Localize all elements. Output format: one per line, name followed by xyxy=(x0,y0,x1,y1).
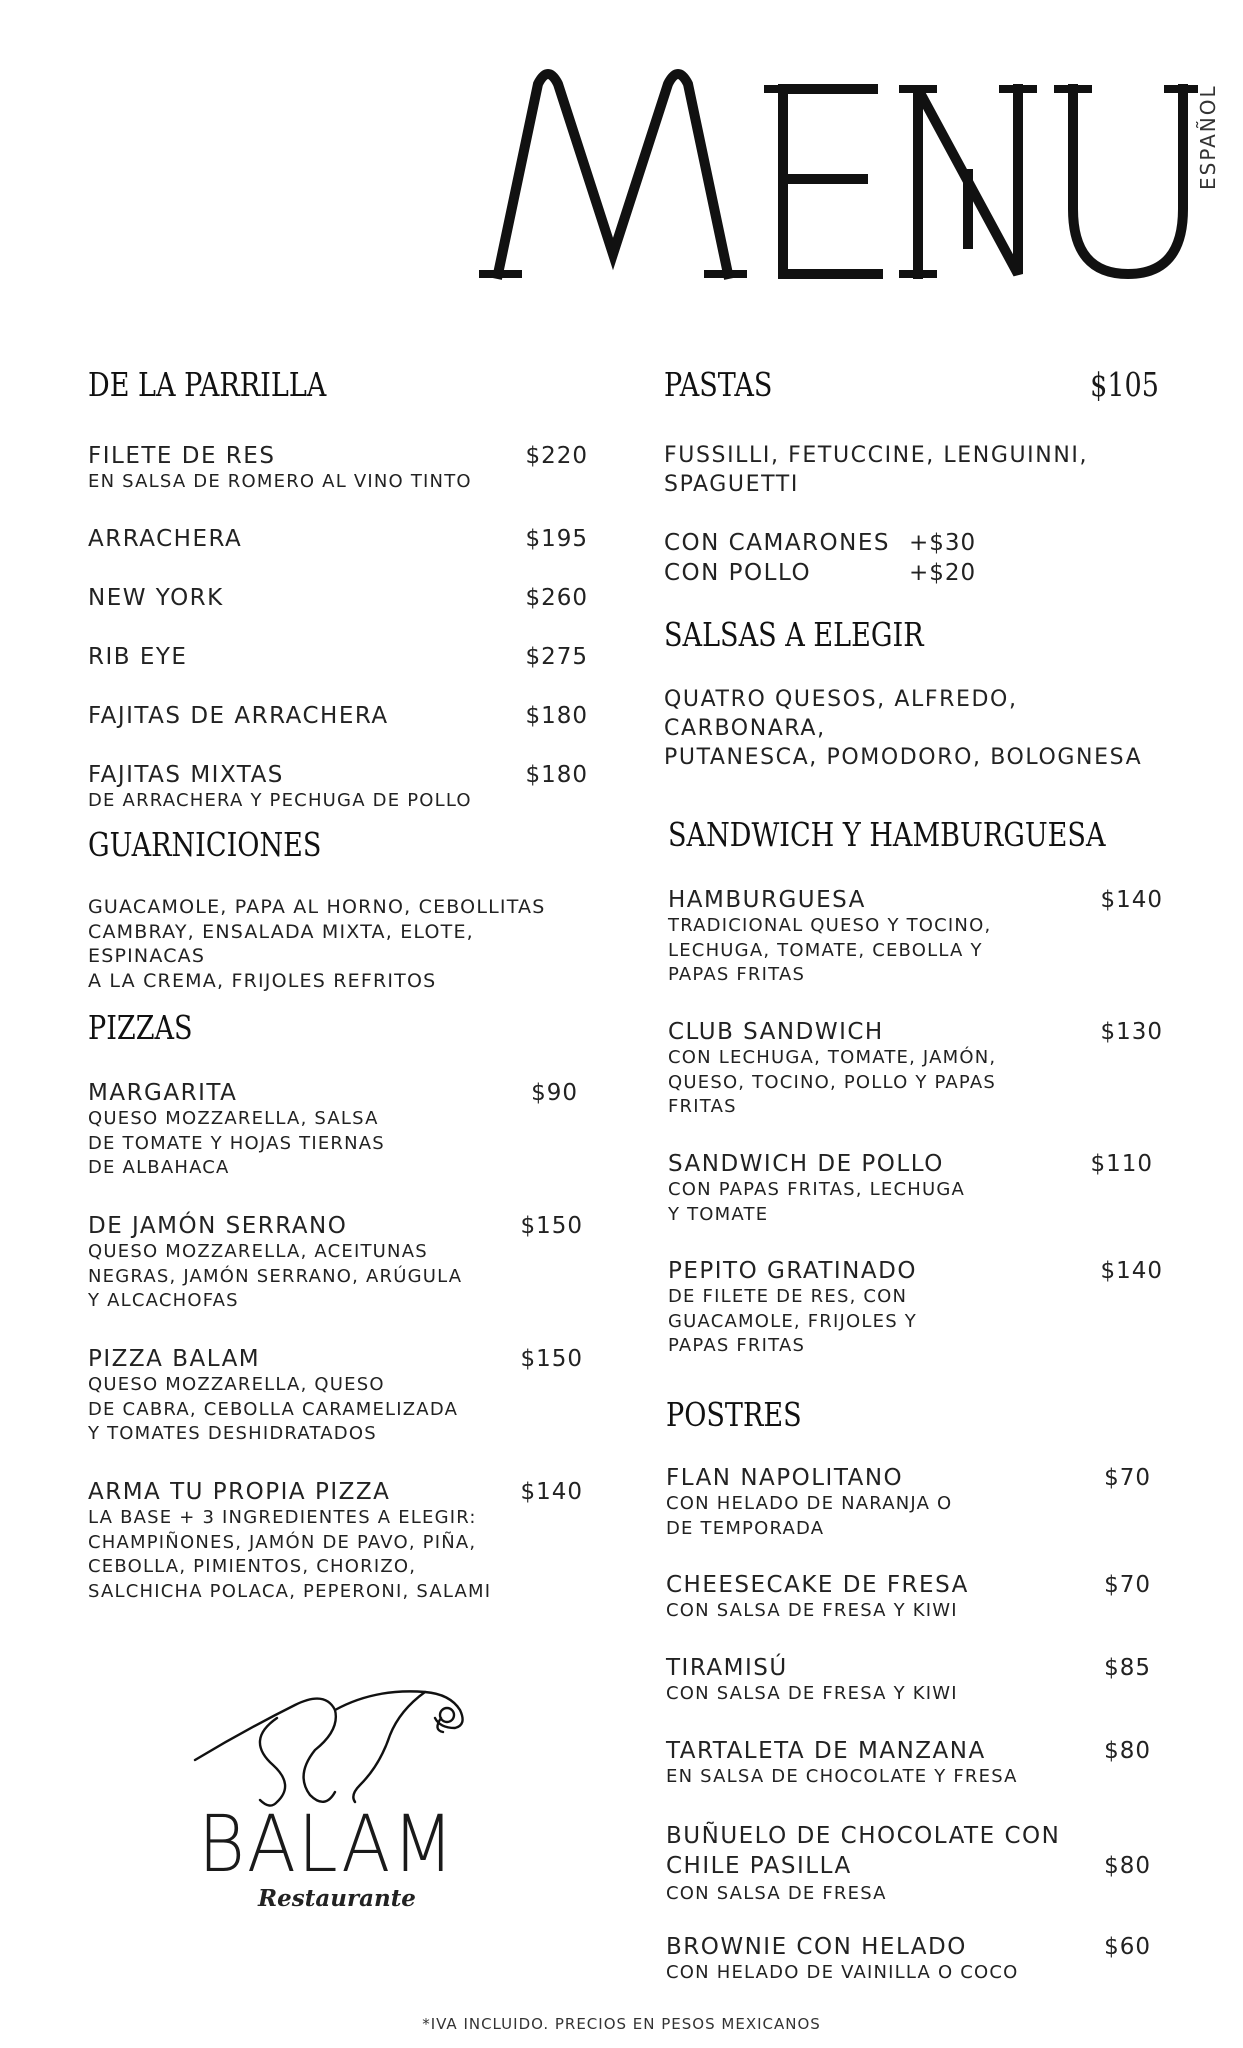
menu-item xyxy=(88,1080,588,1181)
section-guarniciones xyxy=(88,825,588,864)
section-title: PASTAS xyxy=(664,365,773,404)
section-title: SALSAS A ELEGIR xyxy=(664,615,924,654)
section-pastas xyxy=(664,365,1159,404)
item-name: TIRAMISÚ xyxy=(666,1655,788,1681)
item-price: $80 xyxy=(1104,1853,1151,1879)
menu-item xyxy=(666,1655,1151,1707)
menu-title-graphic xyxy=(478,34,1198,304)
guarniciones-list: GUACAMOLE, PAPA AL HORNO, CEBOLLITAS CAMBRAY, ENSALADA MIXTA, ELOTE, ESPINACAS A LA CREMA, FRIJOLES REFRITOS xyxy=(88,896,546,992)
item-price: $130 xyxy=(1100,1019,1163,1045)
item-name: PIZZA BALAM xyxy=(88,1346,261,1372)
item-price: $70 xyxy=(1104,1465,1151,1491)
section-title: GUARNICIONES xyxy=(88,825,322,864)
item-description: QUESO MOZZARELLA, ACEITUNAS NEGRAS, JAMÓN SERRANO, ARÚGULA Y ALCACHOFAS xyxy=(88,1241,463,1311)
item-price: $140 xyxy=(1100,1258,1163,1284)
section-pizzas xyxy=(88,1008,588,1047)
menu-item xyxy=(88,1479,588,1604)
menu-item xyxy=(668,1151,1153,1227)
menu-item xyxy=(666,1572,1151,1624)
section-sandwich xyxy=(668,815,1168,854)
item-name: BROWNIE CON HELADO xyxy=(666,1934,967,1960)
item-price: $260 xyxy=(525,585,588,611)
item-price: $180 xyxy=(525,762,588,788)
section-title: DE LA PARRILLA xyxy=(88,365,327,404)
item-price: $140 xyxy=(1100,887,1163,913)
item-description: CON SALSA DE FRESA xyxy=(666,1883,887,1904)
item-description: CON SALSA DE FRESA Y KIWI xyxy=(666,1683,958,1704)
menu-item xyxy=(88,585,588,611)
item-description: CON HELADO DE VAINILLA O COCO xyxy=(666,1962,1019,1983)
section-postres xyxy=(666,1395,1166,1434)
menu-item xyxy=(88,443,588,495)
item-price: $85 xyxy=(1104,1655,1151,1681)
section-title: PIZZAS xyxy=(88,1008,193,1047)
language-label: ESPAÑOL xyxy=(1196,84,1220,190)
item-name: CHEESECAKE DE FRESA xyxy=(666,1572,969,1598)
item-price: $195 xyxy=(525,526,588,552)
item-name: NEW YORK xyxy=(88,585,224,611)
pasta-extra xyxy=(664,560,984,586)
item-description: LA BASE + 3 INGREDIENTES A ELEGIR: CHAMPIÑONES, JAMÓN DE PAVO, PIÑA, CEBOLLA, PIMIENTOS, CHORIZO, SALCHICHA POLACA, PEPERONI, SALAMI xyxy=(88,1507,492,1602)
item-description: QUESO MOZZARELLA, SALSA DE TOMATE Y HOJAS TIERNAS DE ALBAHACA xyxy=(88,1108,385,1178)
section-title: POSTRES xyxy=(666,1395,802,1434)
item-price: $180 xyxy=(525,703,588,729)
item-name: DE JAMÓN SERRANO xyxy=(88,1213,348,1239)
item-description: QUESO MOZZARELLA, QUESO DE CABRA, CEBOLLA CARAMELIZADA Y TOMATES DESHIDRATADOS xyxy=(88,1374,459,1444)
menu-item xyxy=(88,526,588,552)
item-description: CON LECHUGA, TOMATE, JAMÓN, QUESO, TOCINO, POLLO Y PAPAS FRITAS xyxy=(668,1047,997,1117)
item-description: DE FILETE DE RES, CON GUACAMOLE, FRIJOLES Y PAPAS FRITAS xyxy=(668,1286,917,1356)
item-name: ARRACHERA xyxy=(88,526,243,552)
item-price: $80 xyxy=(1104,1738,1151,1764)
item-description: CON PAPAS FRITAS, LECHUGA Y TOMATE xyxy=(668,1179,965,1225)
item-name: SANDWICH DE POLLO xyxy=(668,1151,944,1177)
menu-item xyxy=(88,1213,588,1314)
extra-price: +$30 xyxy=(909,530,977,556)
item-price: $110 xyxy=(1090,1151,1153,1177)
menu-item xyxy=(666,1821,1151,1907)
extra-name: CON CAMARONES xyxy=(664,530,890,556)
menu-item xyxy=(668,1258,1163,1359)
menu-item xyxy=(668,887,1163,988)
item-price: $150 xyxy=(520,1346,583,1372)
item-description: CON SALSA DE FRESA Y KIWI xyxy=(666,1600,958,1621)
item-price: $220 xyxy=(525,443,588,469)
item-name: RIB EYE xyxy=(88,644,188,670)
item-name: MARGARITA xyxy=(88,1080,238,1106)
section-price: $105 xyxy=(1090,365,1159,404)
logo-name: BALAM xyxy=(198,1800,456,1890)
item-name: FLAN NAPOLITANO xyxy=(666,1465,904,1491)
menu-item xyxy=(88,644,588,670)
item-name: ARMA TU PROPIA PIZZA xyxy=(88,1479,391,1505)
item-price: $150 xyxy=(520,1213,583,1239)
item-name: PEPITO GRATINADO xyxy=(668,1258,917,1284)
menu-title-letters-icon xyxy=(478,34,1198,304)
item-price: $70 xyxy=(1104,1572,1151,1598)
menu-item xyxy=(666,1934,1151,1986)
footer-note: *IVA INCLUIDO. PRECIOS EN PESOS MEXICANOS xyxy=(422,2015,821,2033)
item-description: EN SALSA DE ROMERO AL VINO TINTO xyxy=(88,471,472,492)
menu-item xyxy=(668,1019,1163,1120)
menu-item xyxy=(88,703,588,729)
item-price: $140 xyxy=(520,1479,583,1505)
item-description: TRADICIONAL QUESO Y TOCINO, LECHUGA, TOMATE, CEBOLLA Y PAPAS FRITAS xyxy=(668,915,992,985)
item-price: $90 xyxy=(531,1080,578,1106)
item-name: FILETE DE RES xyxy=(88,443,276,469)
item-name: TARTALETA DE MANZANA xyxy=(666,1738,986,1764)
item-name: HAMBURGUESA xyxy=(668,887,866,913)
menu-item xyxy=(88,1346,588,1447)
item-description: DE ARRACHERA Y PECHUGA DE POLLO xyxy=(88,790,472,811)
item-name: FAJITAS DE ARRACHERA xyxy=(88,703,389,729)
item-name: CLUB SANDWICH xyxy=(668,1019,884,1045)
menu-item xyxy=(88,762,588,814)
section-parrilla xyxy=(88,365,588,404)
item-price: $60 xyxy=(1104,1934,1151,1960)
menu-item xyxy=(666,1738,1151,1790)
section-salsas xyxy=(664,615,1164,654)
item-description: CON HELADO DE NARANJA O DE TEMPORADA xyxy=(666,1493,953,1539)
logo-subtitle: Restaurante xyxy=(258,1885,416,1912)
item-name: FAJITAS MIXTAS xyxy=(88,762,284,788)
item-price: $275 xyxy=(525,644,588,670)
extra-price: +$20 xyxy=(909,560,977,586)
extra-name: CON POLLO xyxy=(664,560,812,586)
salsas-list: QUATRO QUESOS, ALFREDO, CARBONARA, PUTANESCA, POMODORO, BOLOGNESA xyxy=(664,687,1143,770)
pastas-list: FUSSILLI, FETUCCINE, LENGUINNI, SPAGUETTI xyxy=(664,443,1089,497)
menu-item xyxy=(666,1465,1151,1541)
pasta-extra xyxy=(664,530,984,556)
item-name: BUÑUELO DE CHOCOLATE CON CHILE PASILLA xyxy=(666,1823,1061,1879)
item-description: EN SALSA DE CHOCOLATE Y FRESA xyxy=(666,1766,1018,1787)
section-title: SANDWICH Y HAMBURGUESA xyxy=(668,815,1106,854)
